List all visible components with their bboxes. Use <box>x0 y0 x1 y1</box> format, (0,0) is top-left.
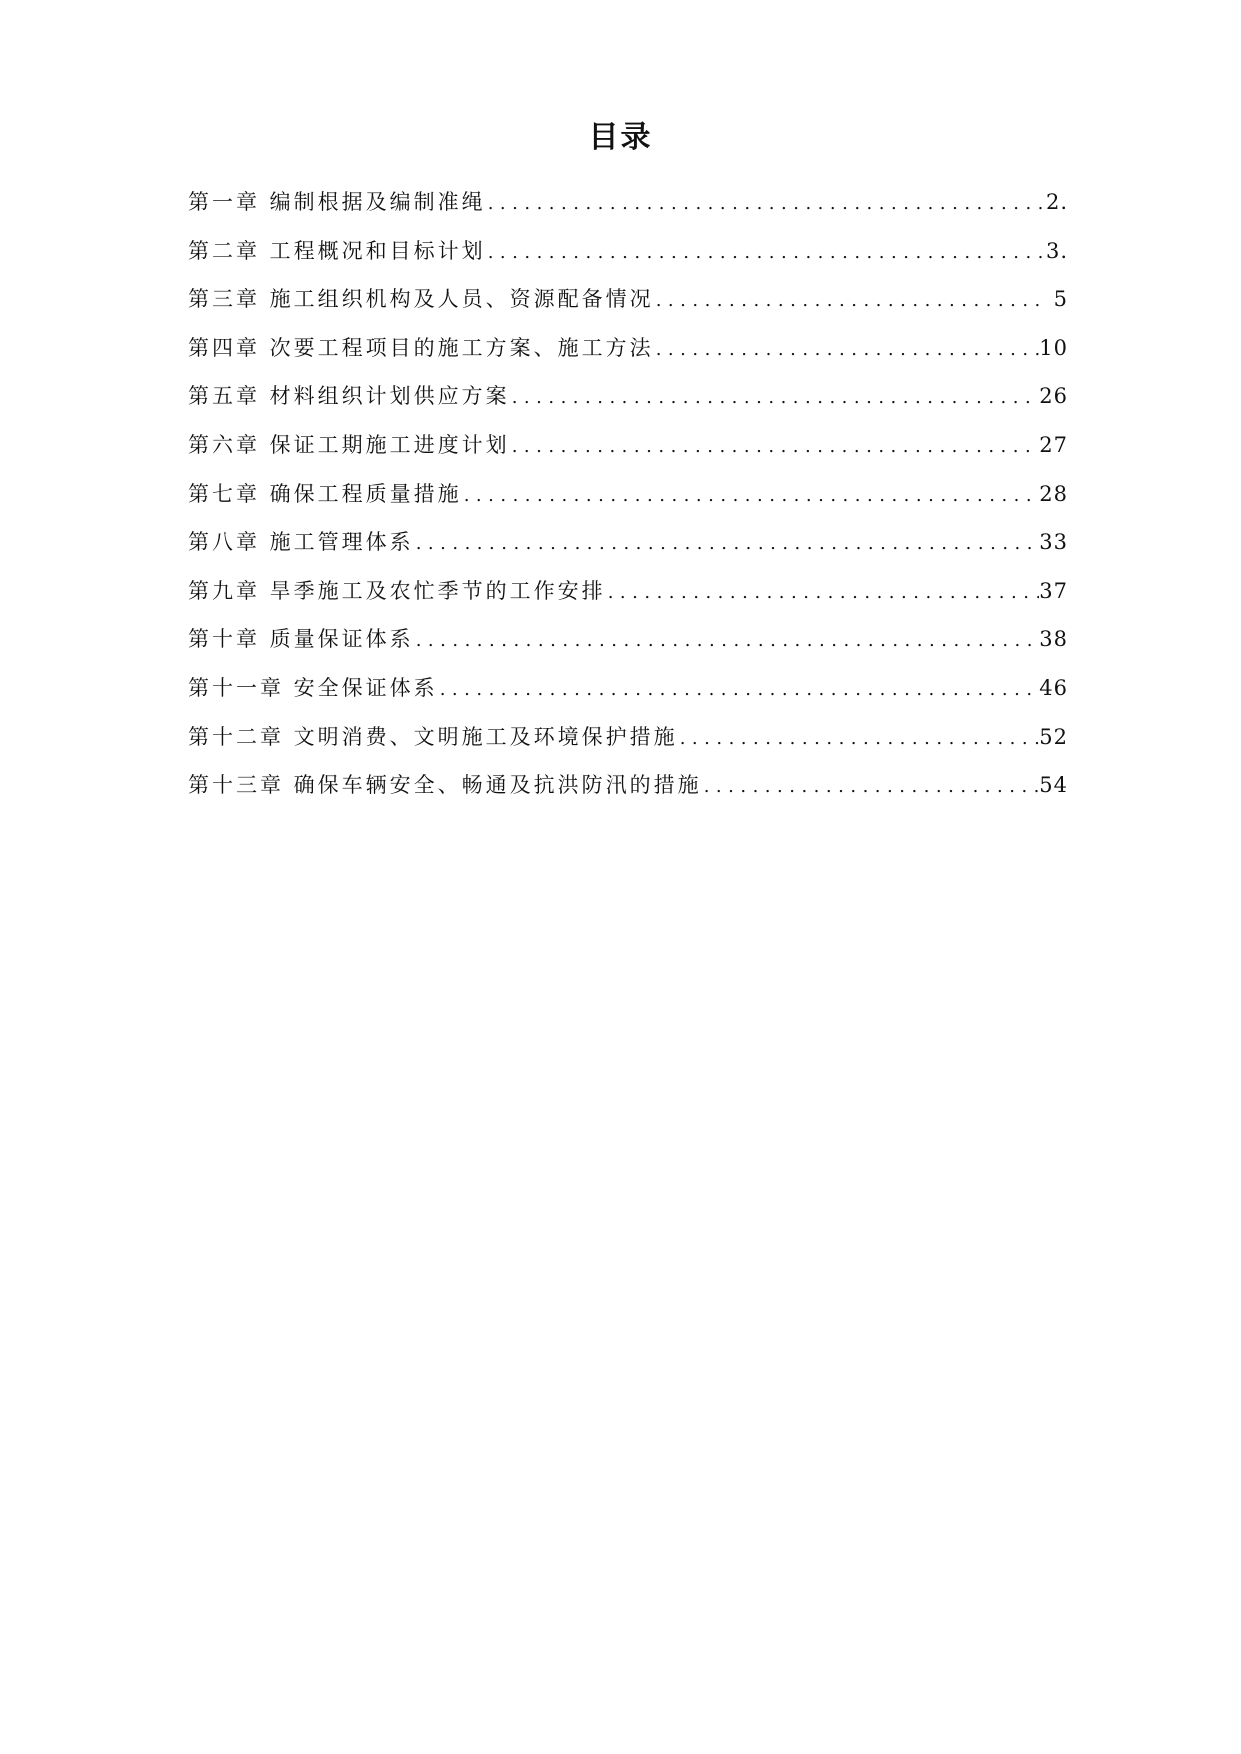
toc-entry[interactable] <box>188 761 1068 810</box>
toc-list <box>188 178 1068 810</box>
toc-entry-label: 第八章 施工管理体系 <box>188 530 414 555</box>
toc-entry-page: 5 <box>1053 287 1068 312</box>
toc-entry-label: 第十二章 文明消费、文明施工及环境保护措施 <box>188 724 678 749</box>
toc-dot-leader <box>654 277 1046 326</box>
toc-entry-page: 26 <box>1039 384 1068 409</box>
toc-entry[interactable] <box>188 227 1068 276</box>
toc-entry-page: 38 <box>1039 627 1068 652</box>
toc-dot-leader <box>510 423 1040 472</box>
toc-dot-leader <box>462 472 1040 521</box>
toc-entry-page: 54 <box>1039 773 1068 798</box>
toc-dot-leader <box>414 617 1040 666</box>
toc-entry-page: 52 <box>1039 724 1068 749</box>
toc-entry-label: 第六章 保证工期施工进度计划 <box>188 432 510 457</box>
toc-entry-label: 第九章 旱季施工及农忙季节的工作安排 <box>188 578 606 603</box>
toc-entry-page: 46 <box>1039 675 1068 700</box>
toc-dot-leader <box>438 666 1040 715</box>
toc-entry-page: 3. <box>1045 238 1068 263</box>
toc-entry-page: 28 <box>1039 481 1068 506</box>
toc-entry[interactable] <box>188 275 1068 324</box>
toc-entry-label: 第五章 材料组织计划供应方案 <box>188 384 510 409</box>
toc-dot-leader <box>702 763 1040 812</box>
toc-entry-label: 第十三章 确保车辆安全、畅通及抗洪防汛的措施 <box>188 773 702 798</box>
toc-entry-label: 第十一章 安全保证体系 <box>188 675 438 700</box>
toc-entry[interactable] <box>188 324 1068 373</box>
toc-entry-page: 33 <box>1039 530 1068 555</box>
toc-entry[interactable] <box>188 470 1068 519</box>
toc-entry-label: 第四章 次要工程项目的施工方案、施工方法 <box>188 335 654 360</box>
toc-entry-page: 37 <box>1039 578 1068 603</box>
toc-entry[interactable] <box>188 567 1068 616</box>
toc-entry-label: 第七章 确保工程质量措施 <box>188 481 462 506</box>
toc-dot-leader <box>486 180 1046 229</box>
toc-entry[interactable] <box>188 518 1068 567</box>
toc-entry[interactable] <box>188 372 1068 421</box>
toc-dot-leader <box>678 715 1040 764</box>
toc-dot-leader <box>510 374 1040 423</box>
toc-dot-leader <box>606 569 1040 618</box>
toc-entry-label: 第一章 编制根据及编制准绳 <box>188 190 486 214</box>
toc-entry[interactable] <box>188 615 1068 664</box>
toc-entry[interactable] <box>188 664 1068 713</box>
toc-entry-page: 2. <box>1045 190 1068 214</box>
toc-dot-leader <box>486 229 1046 278</box>
toc-entry-label: 第三章 施工组织机构及人员、资源配备情况 <box>188 287 654 312</box>
toc-entry-label: 第二章 工程概况和目标计划 <box>188 238 486 263</box>
toc-title: 目录 <box>588 120 653 155</box>
toc-entry-page: 27 <box>1039 432 1068 457</box>
toc-dot-leader <box>414 520 1040 569</box>
toc-entry[interactable] <box>188 421 1068 470</box>
toc-entry[interactable] <box>188 178 1068 227</box>
toc-entry-page: 10 <box>1039 335 1068 360</box>
toc-entry-label: 第十章 质量保证体系 <box>188 627 414 652</box>
toc-entry[interactable] <box>188 713 1068 762</box>
toc-dot-leader <box>654 326 1040 375</box>
